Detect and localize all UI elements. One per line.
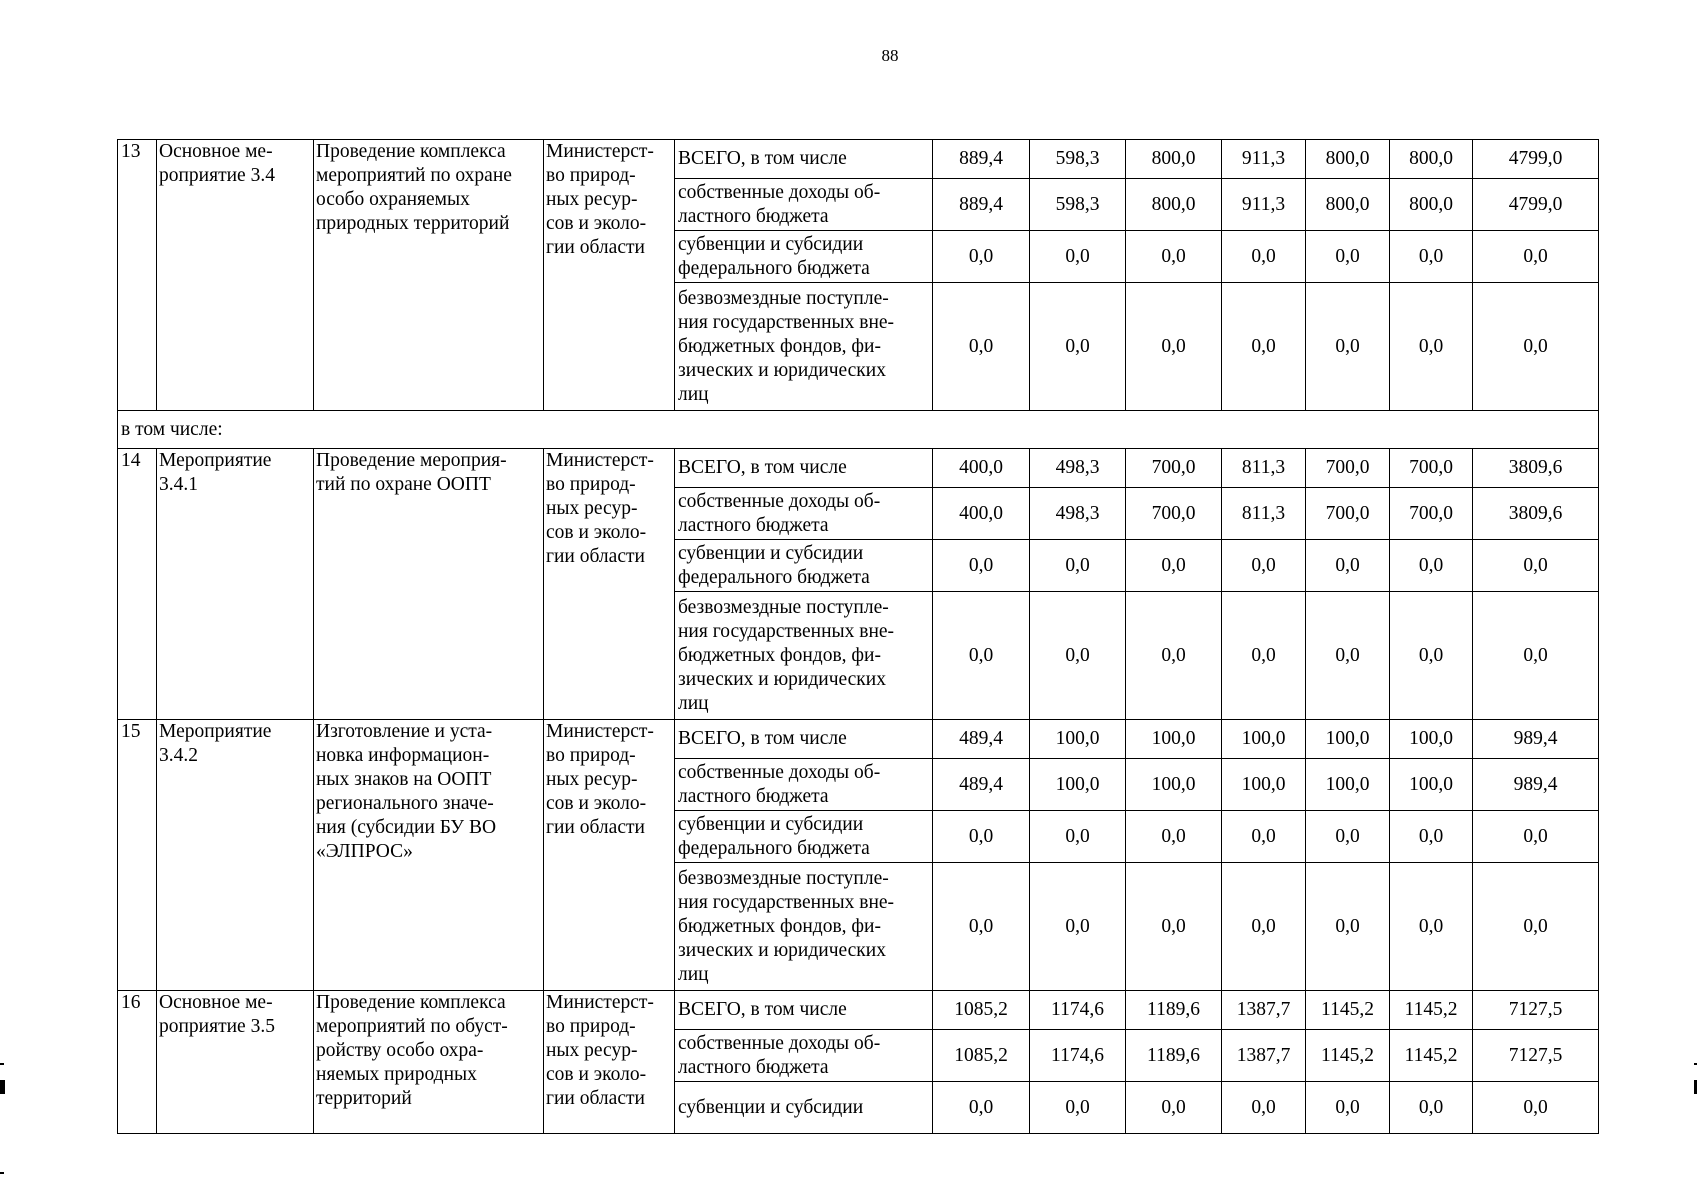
activity-name: Мероприятие 3.4.1 bbox=[157, 449, 314, 720]
value-cell: 0,0 bbox=[1222, 540, 1306, 592]
value-cell: 489,4 bbox=[933, 720, 1030, 759]
value-cell: 1085,2 bbox=[933, 991, 1030, 1030]
value-cell: 0,0 bbox=[1390, 540, 1473, 592]
total-value-cell: 0,0 bbox=[1473, 811, 1599, 863]
value-cell: 0,0 bbox=[1306, 811, 1390, 863]
value-cell: 0,0 bbox=[1126, 592, 1222, 720]
row-number: 13 bbox=[118, 140, 157, 411]
value-cell: 1387,7 bbox=[1222, 1030, 1306, 1082]
value-cell: 0,0 bbox=[1222, 863, 1306, 991]
total-value-cell: 0,0 bbox=[1473, 231, 1599, 283]
value-cell: 700,0 bbox=[1126, 488, 1222, 540]
activity-name: Основное ме- роприятие 3.5 bbox=[157, 991, 314, 1134]
funding-source: собственные доходы об- ластного бюджета bbox=[675, 488, 933, 540]
value-cell: 598,3 bbox=[1030, 140, 1126, 179]
row-number: 15 bbox=[118, 720, 157, 991]
funding-source: субвенции и субсидии bbox=[675, 1082, 933, 1134]
table-row bbox=[118, 140, 1599, 179]
total-value-cell: 7127,5 bbox=[1473, 1030, 1599, 1082]
value-cell: 1189,6 bbox=[1126, 1030, 1222, 1082]
value-cell: 800,0 bbox=[1306, 179, 1390, 231]
value-cell: 0,0 bbox=[1030, 592, 1126, 720]
value-cell: 911,3 bbox=[1222, 140, 1306, 179]
total-value-cell: 3809,6 bbox=[1473, 488, 1599, 540]
value-cell: 0,0 bbox=[1306, 231, 1390, 283]
row-number: 16 bbox=[118, 991, 157, 1134]
value-cell: 0,0 bbox=[933, 283, 1030, 411]
funding-source: собственные доходы об- ластного бюджета bbox=[675, 1030, 933, 1082]
scan-mark bbox=[0, 1063, 4, 1065]
value-cell: 0,0 bbox=[933, 540, 1030, 592]
value-cell: 100,0 bbox=[1306, 759, 1390, 811]
value-cell: 100,0 bbox=[1126, 759, 1222, 811]
funding-source: безвозмездные поступле- ния государственных вне- бюджетных фондов, фи- зических и юридических лиц bbox=[675, 863, 933, 991]
total-value-cell: 4799,0 bbox=[1473, 179, 1599, 231]
table-row bbox=[118, 720, 1599, 759]
value-cell: 700,0 bbox=[1126, 449, 1222, 488]
table-row bbox=[118, 449, 1599, 488]
value-cell: 0,0 bbox=[1306, 592, 1390, 720]
value-cell: 800,0 bbox=[1390, 140, 1473, 179]
value-cell: 0,0 bbox=[1030, 540, 1126, 592]
value-cell: 100,0 bbox=[1390, 720, 1473, 759]
funding-source: ВСЕГО, в том числе bbox=[675, 449, 933, 488]
total-value-cell: 7127,5 bbox=[1473, 991, 1599, 1030]
value-cell: 100,0 bbox=[1306, 720, 1390, 759]
total-value-cell: 0,0 bbox=[1473, 540, 1599, 592]
value-cell: 1189,6 bbox=[1126, 991, 1222, 1030]
total-value-cell: 989,4 bbox=[1473, 759, 1599, 811]
value-cell: 498,3 bbox=[1030, 449, 1126, 488]
value-cell: 0,0 bbox=[1306, 1082, 1390, 1134]
value-cell: 0,0 bbox=[1390, 231, 1473, 283]
value-cell: 0,0 bbox=[1126, 811, 1222, 863]
value-cell: 811,3 bbox=[1222, 449, 1306, 488]
executor: Министерст- во природ- ных ресур- сов и эколо- гии области bbox=[544, 449, 675, 720]
value-cell: 0,0 bbox=[1390, 592, 1473, 720]
value-cell: 0,0 bbox=[1126, 863, 1222, 991]
total-value-cell: 0,0 bbox=[1473, 283, 1599, 411]
value-cell: 800,0 bbox=[1126, 179, 1222, 231]
value-cell: 400,0 bbox=[933, 488, 1030, 540]
value-cell: 0,0 bbox=[1390, 283, 1473, 411]
funding-source: ВСЕГО, в том числе bbox=[675, 991, 933, 1030]
budget-table bbox=[117, 139, 1599, 1134]
value-cell: 0,0 bbox=[1390, 811, 1473, 863]
funding-source: безвозмездные поступле- ния государственных вне- бюджетных фондов, фи- зических и юридических лиц bbox=[675, 592, 933, 720]
activity-name: Основное ме- роприятие 3.4 bbox=[157, 140, 314, 411]
value-cell: 1174,6 bbox=[1030, 1030, 1126, 1082]
value-cell: 100,0 bbox=[1126, 720, 1222, 759]
value-cell: 700,0 bbox=[1390, 449, 1473, 488]
value-cell: 1145,2 bbox=[1390, 1030, 1473, 1082]
value-cell: 700,0 bbox=[1306, 449, 1390, 488]
value-cell: 0,0 bbox=[1306, 540, 1390, 592]
value-cell: 0,0 bbox=[1030, 283, 1126, 411]
value-cell: 498,3 bbox=[1030, 488, 1126, 540]
value-cell: 0,0 bbox=[1030, 863, 1126, 991]
funding-source: субвенции и субсидии федерального бюджета bbox=[675, 811, 933, 863]
value-cell: 0,0 bbox=[933, 1082, 1030, 1134]
total-value-cell: 0,0 bbox=[1473, 863, 1599, 991]
value-cell: 1145,2 bbox=[1306, 991, 1390, 1030]
executor: Министерст- во природ- ных ресур- сов и эколо- гии области bbox=[544, 991, 675, 1134]
activity-name: Мероприятие 3.4.2 bbox=[157, 720, 314, 991]
value-cell: 100,0 bbox=[1030, 759, 1126, 811]
value-cell: 0,0 bbox=[1222, 283, 1306, 411]
total-value-cell: 989,4 bbox=[1473, 720, 1599, 759]
value-cell: 800,0 bbox=[1390, 179, 1473, 231]
total-value-cell: 0,0 bbox=[1473, 592, 1599, 720]
value-cell: 0,0 bbox=[1126, 1082, 1222, 1134]
value-cell: 100,0 bbox=[1390, 759, 1473, 811]
total-value-cell: 0,0 bbox=[1473, 1082, 1599, 1134]
value-cell: 700,0 bbox=[1306, 488, 1390, 540]
value-cell: 1085,2 bbox=[933, 1030, 1030, 1082]
value-cell: 0,0 bbox=[1390, 1082, 1473, 1134]
total-value-cell: 4799,0 bbox=[1473, 140, 1599, 179]
value-cell: 0,0 bbox=[1222, 231, 1306, 283]
value-cell: 0,0 bbox=[1222, 811, 1306, 863]
scan-mark bbox=[0, 1172, 4, 1174]
value-cell: 100,0 bbox=[1030, 720, 1126, 759]
value-cell: 889,4 bbox=[933, 140, 1030, 179]
value-cell: 811,3 bbox=[1222, 488, 1306, 540]
subheading-row bbox=[118, 411, 1599, 449]
value-cell: 0,0 bbox=[1126, 540, 1222, 592]
value-cell: 0,0 bbox=[1390, 863, 1473, 991]
value-cell: 700,0 bbox=[1390, 488, 1473, 540]
value-cell: 0,0 bbox=[1306, 863, 1390, 991]
page-number: 88 bbox=[881, 46, 899, 65]
funding-source: безвозмездные поступле- ния государственных вне- бюджетных фондов, фи- зических и юридических лиц bbox=[675, 283, 933, 411]
table-body bbox=[118, 140, 1599, 1134]
executor: Министерст- во природ- ных ресур- сов и эколо- гии области bbox=[544, 140, 675, 411]
activity-description: Проведение комплекса мероприятий по охране особо охраняемых природных территорий bbox=[314, 140, 544, 411]
value-cell: 0,0 bbox=[933, 811, 1030, 863]
activity-description: Проведение мероприя- тий по охране ООПТ bbox=[314, 449, 544, 720]
value-cell: 800,0 bbox=[1126, 140, 1222, 179]
value-cell: 489,4 bbox=[933, 759, 1030, 811]
value-cell: 889,4 bbox=[933, 179, 1030, 231]
executor: Министерст- во природ- ных ресур- сов и эколо- гии области bbox=[544, 720, 675, 991]
funding-source: субвенции и субсидии федерального бюджета bbox=[675, 540, 933, 592]
value-cell: 1145,2 bbox=[1390, 991, 1473, 1030]
value-cell: 1387,7 bbox=[1222, 991, 1306, 1030]
value-cell: 0,0 bbox=[1222, 1082, 1306, 1134]
activity-description: Изготовление и уста- новка информацион- ных знаков на ООПТ регионального значе- ния (субсидии БУ ВО «ЭЛПРОС» bbox=[314, 720, 544, 991]
funding-source: собственные доходы об- ластного бюджета bbox=[675, 759, 933, 811]
value-cell: 598,3 bbox=[1030, 179, 1126, 231]
value-cell: 100,0 bbox=[1222, 720, 1306, 759]
funding-source: ВСЕГО, в том числе bbox=[675, 720, 933, 759]
row-number: 14 bbox=[118, 449, 157, 720]
value-cell: 0,0 bbox=[1030, 231, 1126, 283]
value-cell: 0,0 bbox=[933, 863, 1030, 991]
activity-description: Проведение комплекса мероприятий по обуст- ройству особо охра- няемых природных территорий bbox=[314, 991, 544, 1134]
value-cell: 1174,6 bbox=[1030, 991, 1126, 1030]
funding-source: субвенции и субсидии федерального бюджета bbox=[675, 231, 933, 283]
value-cell: 911,3 bbox=[1222, 179, 1306, 231]
value-cell: 800,0 bbox=[1306, 140, 1390, 179]
value-cell: 0,0 bbox=[1126, 231, 1222, 283]
value-cell: 0,0 bbox=[933, 231, 1030, 283]
value-cell: 0,0 bbox=[1126, 283, 1222, 411]
value-cell: 0,0 bbox=[1306, 283, 1390, 411]
value-cell: 400,0 bbox=[933, 449, 1030, 488]
value-cell: 0,0 bbox=[1030, 811, 1126, 863]
value-cell: 0,0 bbox=[933, 592, 1030, 720]
table-row bbox=[118, 991, 1599, 1030]
funding-source: ВСЕГО, в том числе bbox=[675, 140, 933, 179]
value-cell: 0,0 bbox=[1030, 1082, 1126, 1134]
scan-mark bbox=[0, 1080, 5, 1094]
subheading: в том числе: bbox=[118, 411, 1599, 449]
value-cell: 0,0 bbox=[1222, 592, 1306, 720]
total-value-cell: 3809,6 bbox=[1473, 449, 1599, 488]
value-cell: 100,0 bbox=[1222, 759, 1306, 811]
value-cell: 1145,2 bbox=[1306, 1030, 1390, 1082]
funding-source: собственные доходы об- ластного бюджета bbox=[675, 179, 933, 231]
